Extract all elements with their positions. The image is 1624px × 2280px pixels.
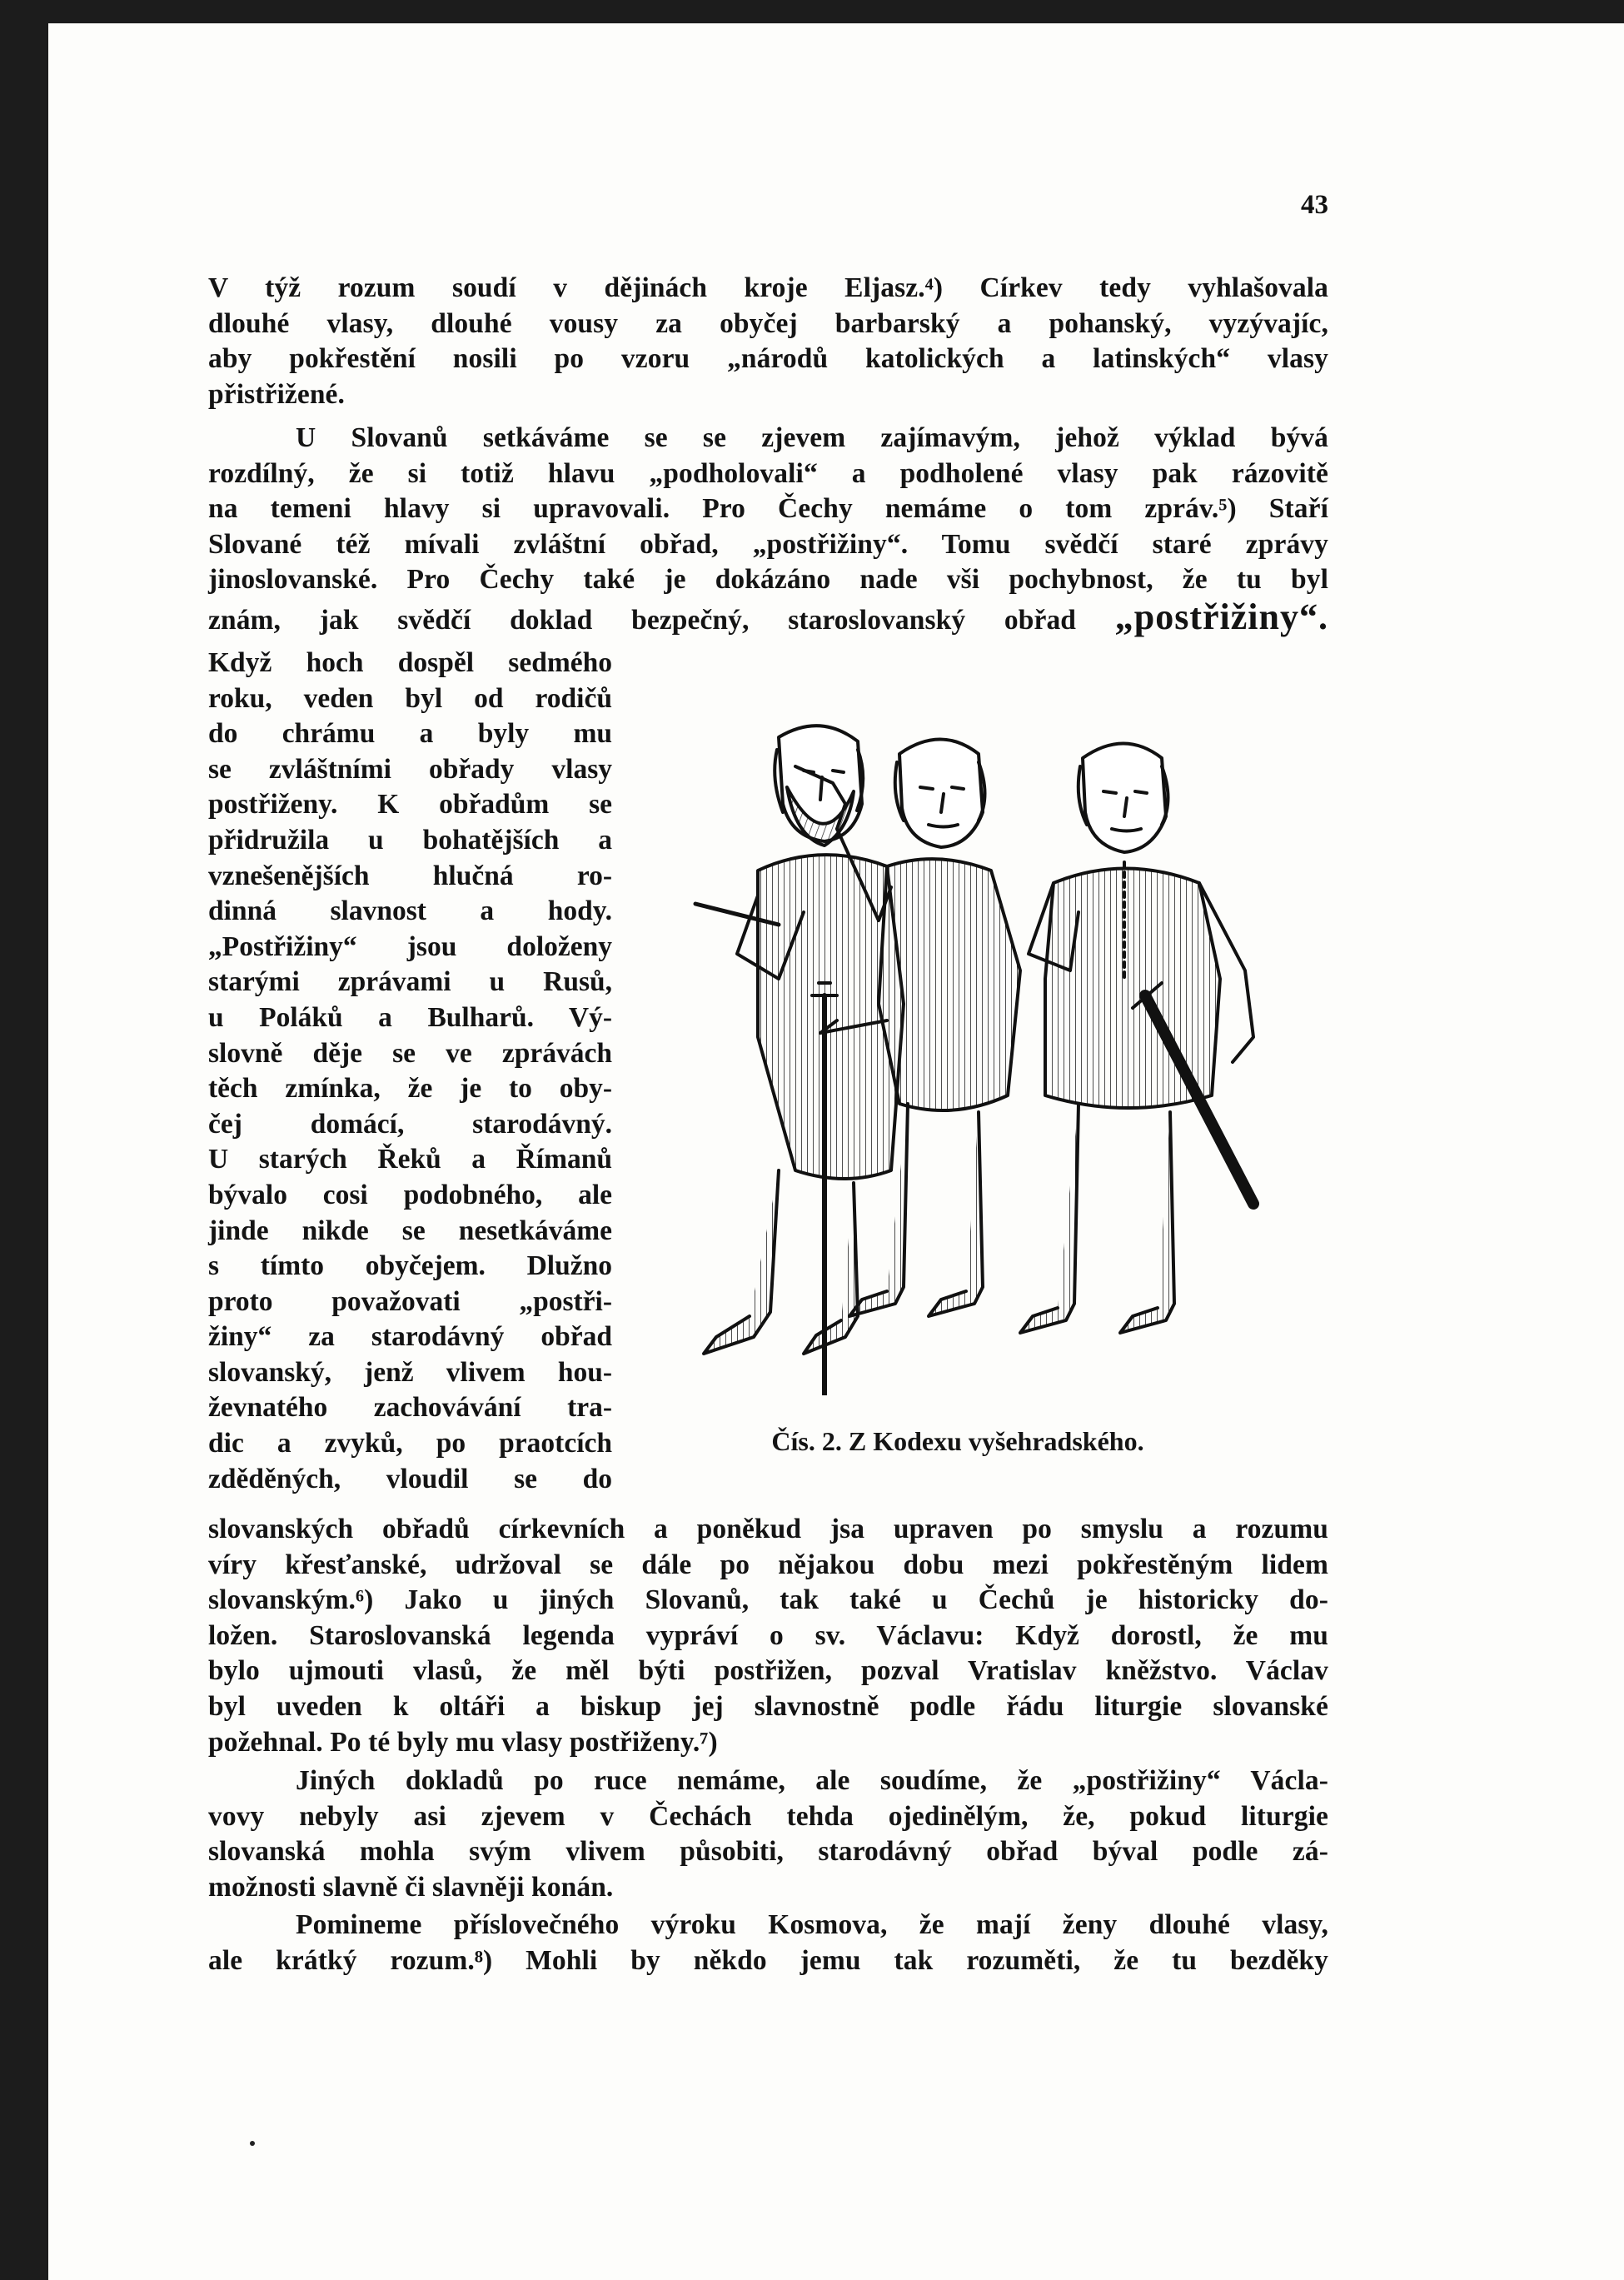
paragraph-4 <box>208 1764 1328 1905</box>
text-line: slovanský, jenž vlivem hou- <box>208 1356 612 1388</box>
text-line: Když hoch dospěl sedmého <box>208 647 612 678</box>
text-line: dinná slavnost a hody. <box>208 896 612 927</box>
text-line: starými zprávami u Rusů, <box>208 966 612 998</box>
text-line: rozdílný, že si totiž hlavu „podholovali“ a podholené vlasy pak rázovitě <box>208 457 1328 489</box>
ink-speck <box>250 2141 255 2146</box>
text-line: Jiných dokladů po ruce nemáme, ale soudíme, že „postřižiny“ Václa- <box>296 1765 1328 1796</box>
text-line: U starých Řeků a Římanů <box>208 1144 612 1175</box>
text-line: dic a zvyků, po praotcích <box>208 1428 612 1459</box>
text-line: Pomineme příslovečného výroku Kosmova, že mají ženy dlouhé vlasy, <box>296 1909 1328 1940</box>
text-line: Slované též mívali zvláštní obřad, „postřižiny“. Tomu svědčí staré zprávy <box>208 528 1328 560</box>
text-line: zděděných, vloudil se do <box>208 1463 612 1494</box>
codex-illustration <box>679 704 1316 1395</box>
text-line: slovně děje se ve zprávách <box>208 1037 612 1069</box>
text-line: „Postřižiny“ jsou doloženy <box>208 930 612 962</box>
text-line: žiny“ za starodávný obřad <box>208 1321 612 1353</box>
figure-caption: Čís. 2. Z Kodexu vyšehradského. <box>771 1426 1144 1456</box>
text-line: bývalo cosi podobného, ale <box>208 1179 612 1210</box>
text-line: ževnatého zachovávání tra- <box>208 1392 612 1424</box>
text-line: slovanských obřadů církevních a poněkud jsa upraven po smyslu a rozumu <box>208 1514 1328 1544</box>
text-line: dlouhé vlasy, dlouhé vousy za obyčej barbarský a pohanský, vyzývajíc, <box>208 307 1328 339</box>
text-fragment: znám, jak svědčí doklad bezpečný, staroslovanský obřad <box>208 604 1077 636</box>
text-line: do chrámu a byly mu <box>208 718 612 750</box>
text-line: proto považovati „postři- <box>208 1285 612 1317</box>
emphasized-term: „postřižiny“. <box>1114 596 1328 637</box>
text-line: u Poláků a Bulharů. Vý- <box>208 1001 612 1033</box>
text-line: roku, veden byl od rodičů <box>208 682 612 714</box>
text-line: čej domácí, starodávný. <box>208 1108 612 1140</box>
text-line: V týž rozum soudí v dějinách kroje Eljasz.⁴) Církev tedy vyhlašovala <box>208 272 1328 303</box>
text-line: se zvláštními obřady vlasy <box>208 753 612 785</box>
text-line: U Slovanů setkáváme se se zjevem zajímavým, jehož výklad bývá <box>296 422 1328 453</box>
text-line <box>208 598 1328 640</box>
text-line: přistřižené. <box>208 378 345 410</box>
paragraph-3 <box>208 1512 1328 1760</box>
text-line: vovy nebyly asi zjevem v Čechách tehda ojedinělým, že, pokud liturgie <box>208 1800 1328 1832</box>
text-line: těch zmínka, že je to oby- <box>208 1073 612 1105</box>
paragraph-1 <box>208 271 1328 412</box>
text-line: jinoslovanské. Pro Čechy také je dokázáno nade vši pochybnost, že tu byl <box>208 564 1328 596</box>
figure-youth-with-sword <box>1020 744 1253 1334</box>
text-line: víry křesťanské, udržoval se dále po nějakou dobu mezi pokřestěným lidem <box>208 1549 1328 1580</box>
text-line: ložen. Staroslovanská legenda vypráví o sv. Václavu: Když dorostl, že mu <box>208 1619 1328 1651</box>
text-line: přidružila u bohatějších a <box>208 824 612 856</box>
page-number: 43 <box>1301 190 1328 220</box>
text-line: vznešenějších hlučná ro- <box>208 860 612 891</box>
text-line: postřiženy. K obřadům se <box>208 789 612 821</box>
text-line: aby pokřestění nosili po vzoru „národů katolických a latinských“ vlasy <box>208 343 1328 375</box>
text-line: byl uveden k oltáři a biskup jej slavnostně podle řádu liturgie slovanské <box>208 1690 1328 1722</box>
text-line: možnosti slavně či slavněji konán. <box>208 1871 614 1903</box>
text-line: slovanským.⁶) Jako u jiných Slovanů, tak také u Čechů je historicky do- <box>208 1584 1328 1616</box>
text-line: slovanská mohla svým vlivem působiti, starodávný obřad býval podle zá- <box>208 1836 1328 1868</box>
text-line: na temeni hlavy si upravovali. Pro Čechy nemáme o tom zpráv.⁵) Staří <box>208 493 1328 525</box>
text-line: s tímto obyčejem. Dlužno <box>208 1250 612 1282</box>
paragraph-5 <box>208 1908 1328 1978</box>
wrap-column <box>208 646 612 1497</box>
text-line: bylo ujmouti vlasů, že měl býti postřižen, pozval Vratislav kněžstvo. Václav <box>208 1655 1328 1687</box>
text-line: ale krátký rozum.⁸) Mohli by někdo jemu tak rozuměti, že tu bezděky <box>208 1944 1328 1976</box>
paragraph-2 <box>208 421 1328 640</box>
text-line: jinde nikde se nesetkáváme <box>208 1215 612 1246</box>
text-line: požehnal. Po té byly mu vlasy postřiženy.⁷) <box>208 1726 718 1758</box>
